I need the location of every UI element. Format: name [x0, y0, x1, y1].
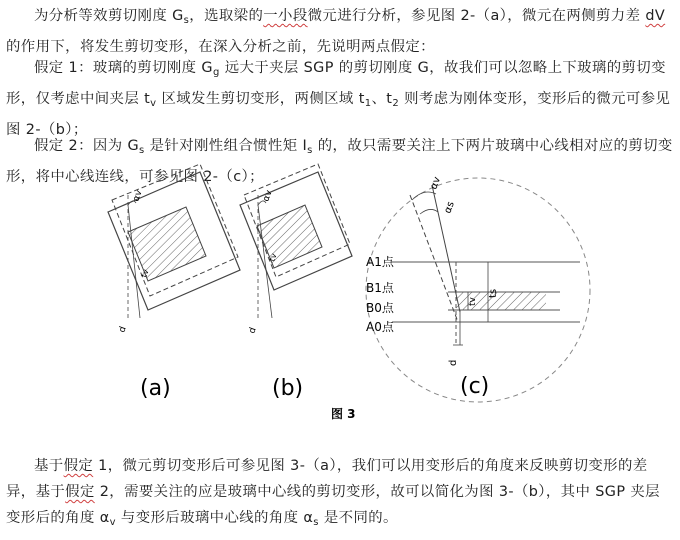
panel-a-sgp-layer	[128, 207, 206, 281]
text: 的，故只需要关注上下两片玻璃中心线相对应的剪切变形，将中心线连线，可参见图 2-（c）；	[6, 138, 673, 185]
text: 、t	[371, 91, 393, 107]
panel-c-alpha-v-arc	[412, 192, 436, 200]
panel-a-alpha-v-label: αv	[131, 189, 145, 204]
text-underlined: dV	[645, 8, 666, 24]
panel-c-tv-label: tv	[468, 297, 478, 306]
panel-c-point-a0: A0点	[366, 320, 394, 334]
panel-c-point-a1: A1点	[366, 255, 394, 269]
panel-b-alpha-v-label: αv	[261, 189, 275, 204]
text: 则考虑为刚体变形，变形后的微元可参见图 2-（b）；	[6, 91, 671, 138]
text: 是针对刚性组合惯性矩 I	[144, 138, 308, 154]
panel-b-diagram	[240, 164, 352, 401]
subscript: s	[307, 145, 313, 156]
subscript: v	[109, 517, 116, 528]
text: 假定 2：因为 G	[34, 138, 140, 154]
panel-b-caption: (b)	[272, 376, 304, 401]
text: 基于	[34, 458, 64, 474]
text: ，选取梁的	[189, 8, 264, 24]
panel-c-alpha-v-label: αv	[428, 175, 444, 192]
panel-c-d-label: d	[448, 359, 459, 366]
subscript: g	[212, 67, 220, 78]
panel-c-caption: (c)	[460, 374, 490, 399]
subscript: s	[313, 517, 319, 528]
text: 区域发生剪切变形，两侧区域 t	[156, 91, 365, 107]
panel-c-alpha-s-arc	[420, 209, 438, 214]
subscript: v	[150, 98, 157, 109]
panel-a-shear-line	[128, 205, 140, 318]
text: 远大于夹层 SGP 的剪切刚度 G，故我们可以忽略上下玻璃的剪切变形，仅考虑中间夹层 t	[6, 60, 666, 107]
text: 假定 1：玻璃的剪切刚度 G	[34, 60, 213, 76]
text: 微元进行分析，参见图 2-（a），微元在两侧剪力差	[307, 8, 646, 24]
panel-c-alpha-s-label: αs	[442, 200, 457, 216]
panel-a-diagram	[108, 164, 240, 401]
panel-c-detail-circle	[366, 178, 590, 402]
subscript: 2	[392, 98, 400, 109]
text: 是不同的。	[318, 510, 398, 526]
text-underlined: 假定	[63, 458, 94, 474]
panel-a-tv-label: tv	[139, 268, 151, 279]
panel-b-sgp-layer	[257, 205, 322, 268]
panel-c-point-b0: B0点	[366, 301, 394, 315]
subscript: 1	[364, 98, 372, 109]
panel-b-d-label: d	[247, 326, 259, 336]
text-underlined: 假定	[65, 484, 95, 500]
text-underlined: 一小段	[263, 8, 308, 24]
subscript: s	[139, 145, 145, 156]
panel-b-tv-label: tv	[267, 252, 279, 263]
panel-c-point-b1: B1点	[366, 281, 394, 295]
text: 1，微元剪切变形后可参见图 3-（a），我们可以用变形后的角度来反映剪切变形的差异，基于	[6, 458, 648, 500]
subscript: s	[183, 15, 190, 26]
text: 为分析等效剪切刚度 G	[34, 8, 184, 24]
panel-c-diagram	[366, 175, 590, 402]
paragraph-conclusion	[6, 453, 674, 536]
panel-a-d-label: d	[117, 325, 129, 335]
text: 与变形后玻璃中心线的角度 α	[115, 510, 314, 526]
text: 2，需要关注的应是玻璃中心线的剪切变形，故可以简化为图 3-（b），其中 SGP 夹层变形后的角度 α	[6, 484, 660, 526]
text: 的作用下，将发生剪切变形，在深入分析之前，先说明两点假定：	[6, 39, 435, 55]
figure-title: 图 3	[331, 407, 356, 421]
panel-c-ts-label: ts	[488, 288, 499, 298]
panel-a-caption: (a)	[140, 376, 171, 401]
